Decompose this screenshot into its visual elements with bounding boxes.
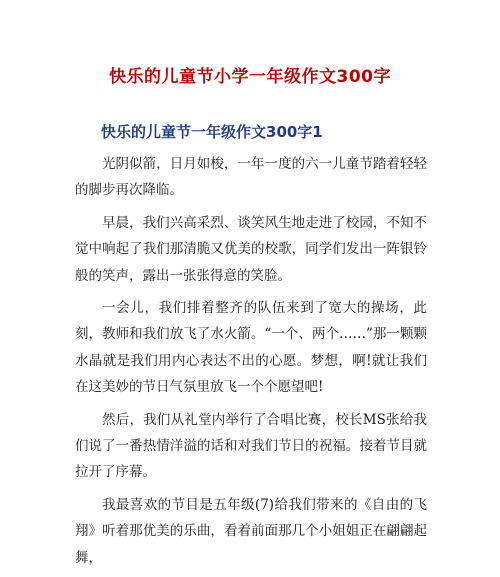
section-heading: 快乐的儿童节一年级作文300字1 [101,123,323,141]
article-body [75,151,427,577]
paragraph: 我最喜欢的节目是五年级(7)给我们带来的《自由的飞翔》听着那优美的乐曲，看着前面那几个小姐姐正在翩翩起舞， [75,496,427,566]
page-title: 快乐的儿童节小学一年级作文300字 [109,67,391,87]
paragraph: 一会儿，我们排着整齐的队伍来到了宽大的操场，此刻，教师和我们放飞了水火箭。“一个、两个……”那一颗颗水晶就是我们用内心表达不出的心愿。梦想，啊!就让我们在这美妙的节日气氛里放飞一个个愿望吧! [75,300,427,396]
paragraph: 然后，我们从礼堂内举行了合唱比赛，校长MS张给我们说了一番热情洋溢的话和对我们节日的祝福。接着节目就拉开了序幕。 [75,411,427,481]
paragraph: 光阴似箭，日月如梭，一年一度的六一儿童节踏着轻轻的脚步再次降临。 [75,156,427,199]
paragraph: 早晨，我们兴高采烈、谈笑风生地走进了校园，不知不觉中响起了我们那清脆又优美的校歌，同学们发出一阵银铃般的笑声，露出一张张得意的笑脸。 [75,214,427,284]
